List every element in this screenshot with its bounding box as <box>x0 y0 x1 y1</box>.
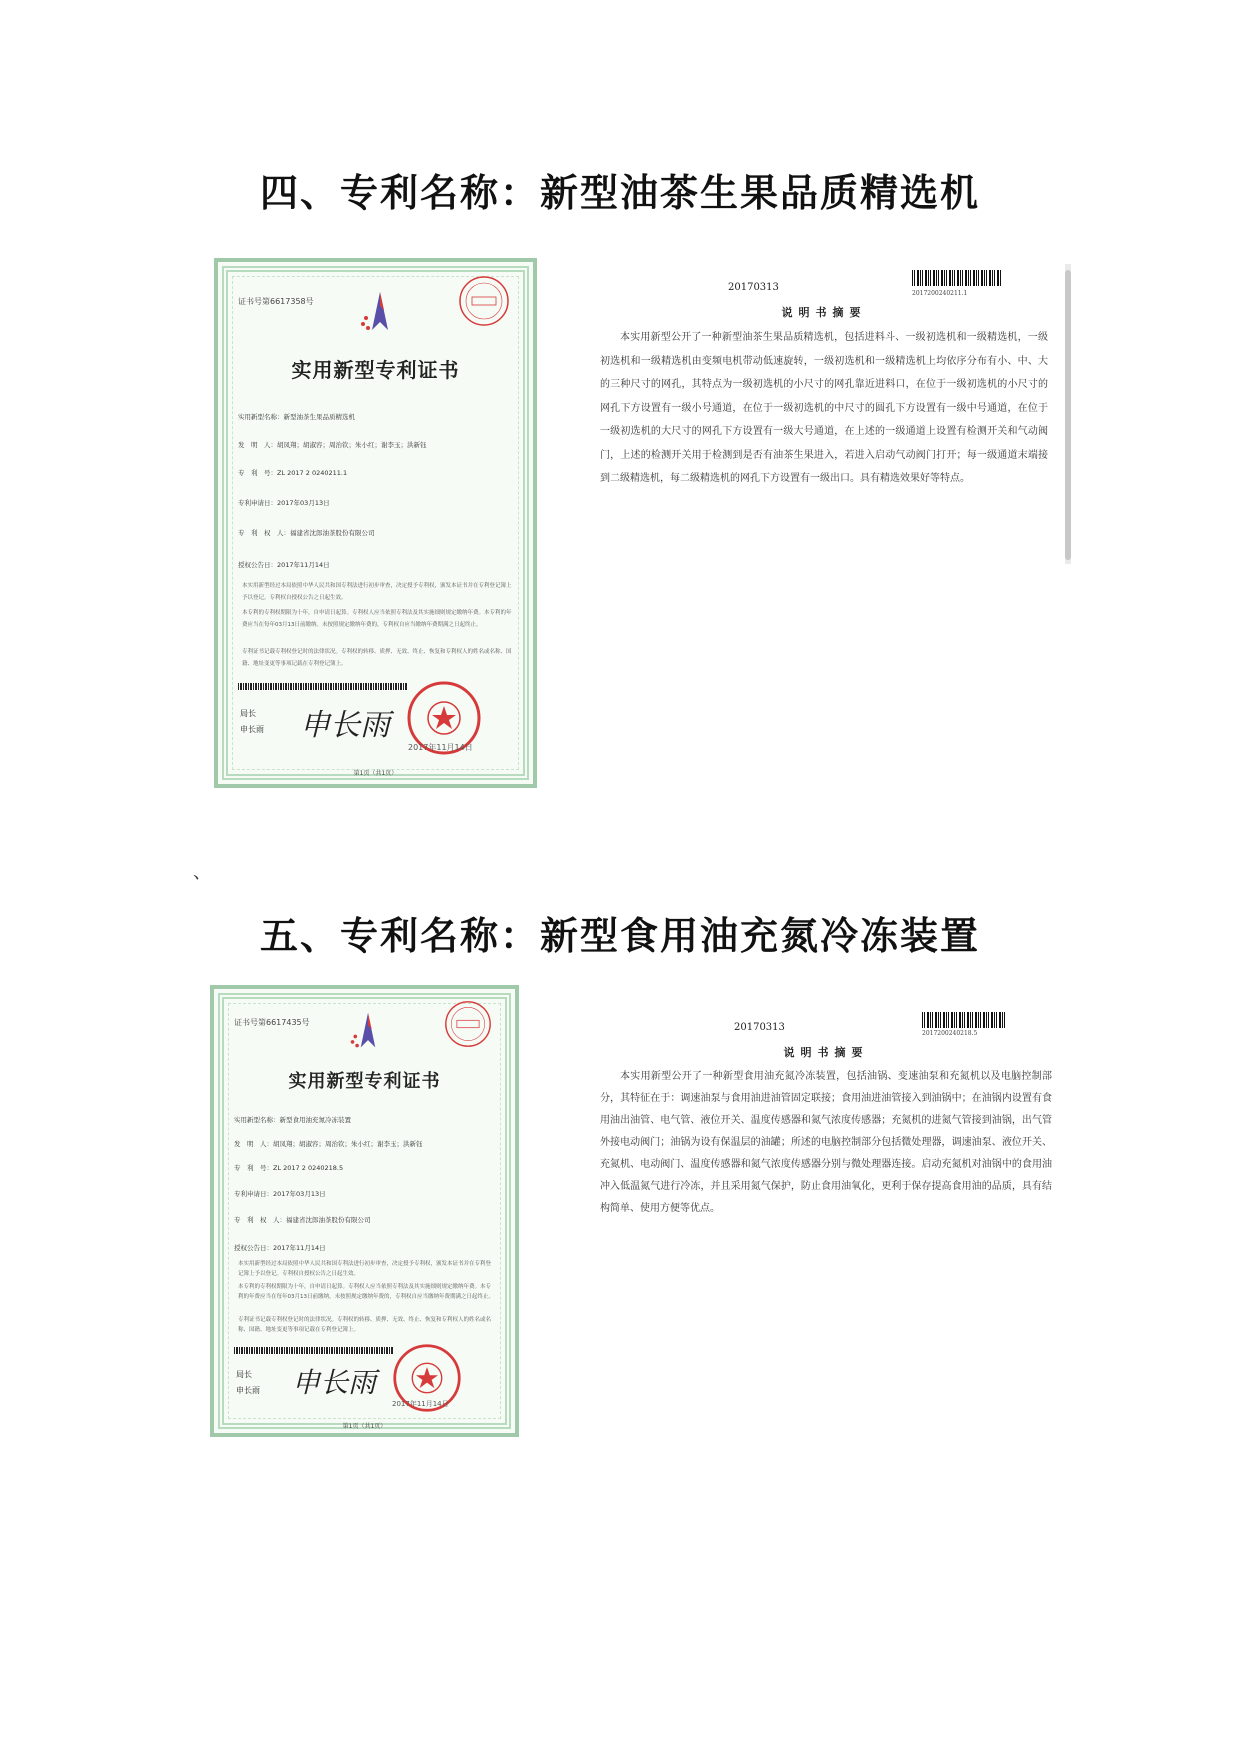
seal-date: 2017年11月14日 <box>408 743 473 752</box>
abstract-date-number: 20170313 <box>734 1022 785 1033</box>
section-title-2: 五、专利名称：新型食用油充氮冷冻装置 <box>259 913 980 958</box>
utility-model-name: 实用新型名称：新型油茶生果品质精选机 <box>238 413 355 421</box>
director-name: 申长雨 <box>236 1386 260 1395</box>
certificate-barcode <box>234 1347 394 1354</box>
abstract-body: 本实用新型公开了一种新型食用油充氮冷冻装置，包括油锅、变速油泵和充氮机以及电脑控制部分，其特征在于：调速油泵与食用油进油管固定联接；食用油进油管接入到油锅中；在油锅内设置有食用油出油管、电气管、液位开关、温度传感器和氮气浓度传感器；充氮机的进氮气管接到油锅，出气管外接电动阀门；油锅为设有保温层的油罐；所述的电脑控制部分包括微处理器，调速油泵、液位开关、充氮机、电动阀门、温度传感器和氮气浓度传感器分别与微处理器连接。启动充氮机对油锅中的食用油冲入低温氮气进行冷冻，并且采用氮气保护，防止食用油氧化，更利于保存提高食用油的品质，具有结构简单、使用方便等优点。 <box>600 1071 1052 1214</box>
certificate-heading: 实用新型专利证书 <box>288 1071 441 1092</box>
filing-date: 专利申请日：2017年03月13日 <box>234 1190 326 1198</box>
certificate-number: 证书号第6617358号 <box>238 297 314 306</box>
grant-date: 授权公告日：2017年11月14日 <box>234 1244 326 1252</box>
patent-number: 专 利 号：ZL 2017 2 0240211.1 <box>238 469 348 477</box>
director-signature: 申长雨 <box>300 708 390 743</box>
patent-owner: 专 利 权 人：福建省沈郎油茶股份有限公司 <box>238 529 375 537</box>
filing-date: 专利申请日：2017年03月13日 <box>238 499 330 507</box>
director-name: 申长雨 <box>240 725 264 734</box>
grant-date: 授权公告日：2017年11月14日 <box>238 561 330 569</box>
abstract-barcode <box>912 270 1002 286</box>
abstract-barcode <box>922 1012 1006 1028</box>
abstract-page-1 <box>600 264 1048 564</box>
certificate-number: 证书号第6617435号 <box>234 1018 310 1027</box>
director-signature: 申长雨 <box>292 1366 377 1399</box>
abstract-barcode-number: 2017200240211.1 <box>912 290 968 297</box>
page-indicator: 第1页（共1页） <box>342 1423 387 1430</box>
patent-certificate-1 <box>214 258 537 788</box>
abstract-heading: 说明书摘要 <box>783 1046 869 1059</box>
patent-office-logo-icon <box>358 290 402 334</box>
abstract-page-2 <box>600 1008 1052 1248</box>
patent-office-logo-icon <box>348 1011 388 1051</box>
abstract-date-number: 20170313 <box>728 282 779 293</box>
seal-stamp-icon <box>443 999 493 1049</box>
section-title-1: 四、专利名称：新型油茶生果品质精选机 <box>259 170 980 215</box>
scrollbar-thumb[interactable] <box>1065 270 1071 560</box>
abstract-heading: 说明书摘要 <box>781 306 867 319</box>
certificate-paragraph: 本实用新型经过本局依照中华人民共和国专利法进行初步审查，决定授予专利权，颁发本证书并在专利登记簿上予以登记。专利权自授权公告之日起生效。 <box>238 1261 492 1277</box>
director-title: 局长 <box>236 1370 252 1379</box>
patent-certificate-2 <box>210 985 519 1437</box>
certificate-paragraph: 专利证书记载专利权登记时的法律状况。专利权的转移、质押、无效、终止、恢复和专利权人的姓名或名称、国籍、地址变更等事项记载在专利登记簿上。 <box>242 649 512 667</box>
certificate-paragraph: 本专利的专利权期限为十年，自申请日起算。专利权人应当依照专利法及其实施细则规定缴纳年费。本专利的年费应当在每年03月13日前缴纳。未按照规定缴纳年费的，专利权自应当缴纳年费期满之日起终止。 <box>242 610 512 628</box>
seal-stamp-icon <box>457 274 511 328</box>
inventors: 发 明 人：胡凤翔；胡淑容；周治钦；朱小红；谢李玉；洪新钰 <box>238 441 427 449</box>
certificate-paragraph: 本专利的专利权期限为十年，自申请日起算。专利权人应当依照专利法及其实施细则规定缴纳年费。本专利的年费应当在每年03月13日前缴纳。未按照规定缴纳年费的，专利权自应当缴纳年费期满之日起终止。 <box>238 1284 495 1300</box>
seal-date: 2017年11月14日 <box>392 1400 449 1408</box>
utility-model-name: 实用新型名称：新型食用油充氮冷冻装置 <box>234 1116 351 1124</box>
inventors: 发 明 人：胡凤翔；胡淑容；周治钦；朱小红；谢李玉；洪新钰 <box>234 1140 423 1148</box>
abstract-barcode-number: 2017200240218.5 <box>922 1030 978 1037</box>
abstract-body: 本实用新型公开了一种新型油茶生果品质精选机，包括进料斗、一级初选机和一级精选机，一级初选机和一级精选机由变频电机带动低速旋转，一级初选机和一级精选机上均依序分布有小、中、大的三种尺寸的网孔，其特点为一级初选机的小尺寸的网孔靠近进料口，在位于一级初选机的小尺寸的网孔下方设置有一级小号通道，在位于一级初选机的中尺寸的圆孔下方设置有一级中号通道，在位于一级初选机的大尺寸的网孔下方设置有一级大号通道，在上述的一级通道上设置有检测开关和气动阀门，上述的检测开关用于检测到是否有油茶生果进入，若进入启动气动阀门打开；每一级通道末端接到二级精选机，每二级精选机的网孔下方设置有一级出口。具有精选效果好等特点。 <box>600 332 1048 484</box>
page-indicator: 第1页（共1页） <box>353 770 398 777</box>
director-title: 局长 <box>240 709 256 718</box>
certificate-barcode <box>238 683 408 690</box>
certificate-paragraph: 本实用新型经过本局依照中华人民共和国专利法进行初步审查，决定授予专利权，颁发本证书并在专利登记簿上予以登记。专利权自授权公告之日起生效。 <box>242 583 512 601</box>
patent-number: 专 利 号：ZL 2017 2 0240218.5 <box>234 1164 344 1172</box>
patent-owner: 专 利 权 人：福建省沈郎油茶股份有限公司 <box>234 1216 371 1224</box>
certificate-paragraph: 专利证书记载专利权登记时的法律状况。专利权的转移、质押、无效、终止、恢复和专利权人的姓名或名称、国籍、地址变更等事项记载在专利登记簿上。 <box>238 1317 492 1333</box>
certificate-heading: 实用新型专利证书 <box>291 358 460 382</box>
stray-punctuation: 、 <box>193 862 211 883</box>
